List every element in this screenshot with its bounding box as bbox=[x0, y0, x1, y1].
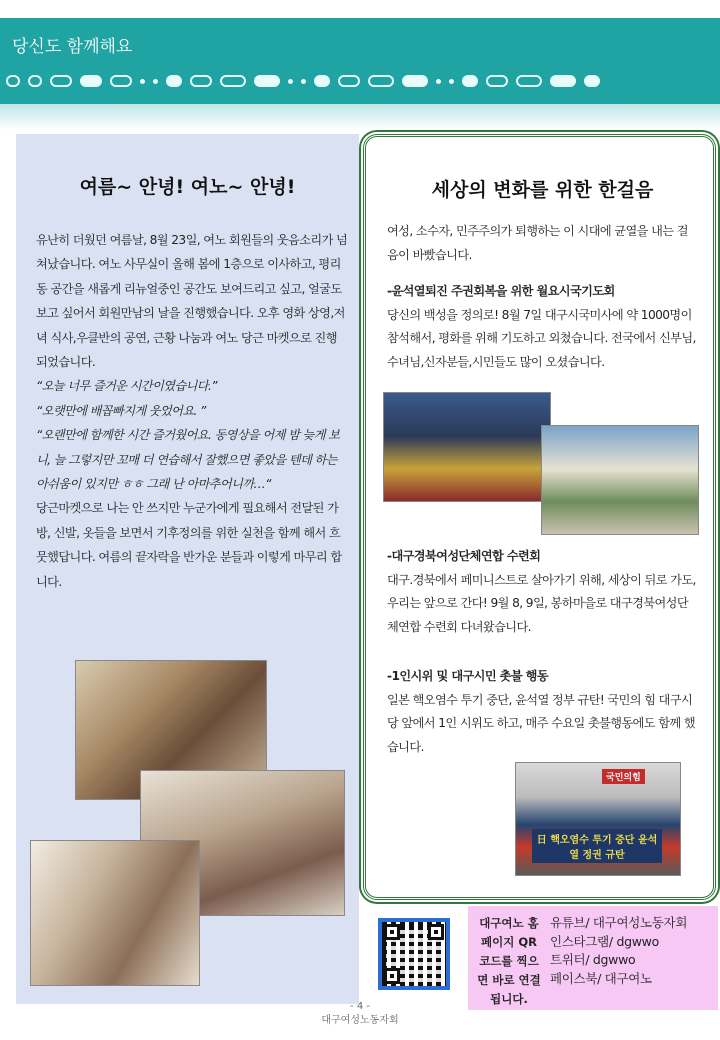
photo-one-person-protest bbox=[515, 762, 681, 876]
right-section bbox=[387, 280, 699, 374]
right-section bbox=[387, 665, 699, 759]
left-article-title: 여름~ 안녕! 여노~ 안녕! bbox=[79, 176, 296, 198]
section-heading: -대구경북여성단체연합 수련회 bbox=[387, 549, 541, 563]
qr-finder bbox=[384, 924, 400, 940]
section-heading: -윤석열퇴진 주권회복을 위한 월요시국기도회 bbox=[387, 284, 615, 298]
building-sign: 국민의힘 bbox=[602, 769, 645, 784]
sns-list bbox=[550, 914, 716, 988]
sns-facebook[interactable]: 페이스북/ 대구여노 bbox=[550, 970, 652, 986]
left-quote: “오랫만에 배꼽빠지게 웃었어요. ” bbox=[36, 403, 206, 418]
photo-prayer-rally bbox=[383, 392, 551, 502]
protest-sign: 日 핵오염수 투기 중단 윤석열 정권 규탄 bbox=[532, 829, 662, 863]
qr-finder bbox=[428, 924, 444, 940]
section-body: 대구.경북에서 페미니스트로 살아가기 위해, 세상이 뒤로 가도, 우리는 앞으로 간다! 9월 8, 9일, 봉하마을로 대구경북여성단체연합 수련회 다녀왔습니다. bbox=[387, 572, 696, 634]
section-body: 당신의 백성을 정의로! 8월 7일 대구시국미사에 약 1000명이 참석해서, 평화를 위해 기도하고 외쳤습니다. 전국에서 신부님,수녀님,신자분들,시민들도 많이 오셨습니다. bbox=[387, 307, 696, 369]
contact-box bbox=[468, 906, 718, 1010]
qr-finder bbox=[384, 968, 400, 984]
left-quote: “오랜만에 함께한 시간 즐거웠어요. 동영상을 어제 밤 늦게 보니, 늘 그렇지만 꼬매 더 연습해서 잘했으면 좋았을 텐데 하는 아쉬움이 있지만 ㅎㅎ 그래 난 아마추어니까…“ bbox=[36, 428, 340, 492]
page-number: - 4 - bbox=[350, 1001, 370, 1012]
header-fade bbox=[0, 104, 720, 130]
header-banner bbox=[0, 18, 720, 104]
footer-org: 대구여성노동자회 bbox=[321, 1015, 399, 1026]
left-paragraph: 유난히 더웠던 여름날, 8월 23일, 여노 회원들의 웃음소리가 넘쳐났습니다. 여노 사무실이 올해 봄에 1층으로 이사하고, 평리동 공간을 새롭게 리뉴얼중인 공간도 보여드리고 싶고, 얼굴도 보고 싶어서 회원만남의 날을 진행했습니다. 오후 영화 상영,저녁 식사,우클반의 공연, 근황 나눔과 여노 당근 마켓으로 진행되었습니다. bbox=[36, 233, 348, 370]
sns-instagram[interactable]: 인스타그램/ dgwwo bbox=[550, 933, 659, 949]
qr-code[interactable] bbox=[378, 918, 450, 990]
right-section bbox=[387, 545, 699, 639]
right-intro: 여성, 소수자, 민주주의가 퇴행하는 이 시대에 균열을 내는 걸음이 바빴습니다. bbox=[387, 224, 688, 262]
footprint-decoration bbox=[6, 70, 714, 92]
left-closing: 당근마켓으로 나는 안 쓰지만 누군가에게 필요해서 전달된 가방, 신발, 옷들을 보면서 기후정의를 위한 실천을 함께 해서 흐뭇했답니다. 여름의 끝자락을 반가운 분들과 이렇게 마무리 합니다. bbox=[36, 501, 342, 589]
section-title: 당신도 함께해요 bbox=[12, 37, 133, 57]
section-heading: -1인시위 및 대구시민 촛불 행동 bbox=[387, 669, 548, 683]
left-article-body bbox=[36, 228, 348, 594]
page-footer bbox=[0, 1000, 720, 1028]
photo-market-table bbox=[30, 840, 200, 986]
qr-note: 대구여노 홈페이지 QR 코드를 찍으면 바로 연결됩니다. bbox=[477, 916, 541, 1006]
sns-youtube[interactable]: 유튜브/ 대구여성노동자회 bbox=[550, 915, 688, 930]
photo-group-retreat bbox=[541, 425, 699, 535]
section-body: 일본 핵오염수 투기 중단, 윤석열 정부 규탄! 국민의 힘 대구시당 앞에서 1인 시위도 하고, 매주 수요일 촛불행동에도 함께 했습니다. bbox=[387, 692, 696, 754]
right-article-title: 세상의 변화를 위한 한걸음 bbox=[431, 179, 654, 201]
left-quote: “오늘 너무 즐거운 시간이였습니다.” bbox=[36, 379, 217, 394]
sns-twitter[interactable]: 트위터/ dgwwo bbox=[550, 952, 636, 967]
